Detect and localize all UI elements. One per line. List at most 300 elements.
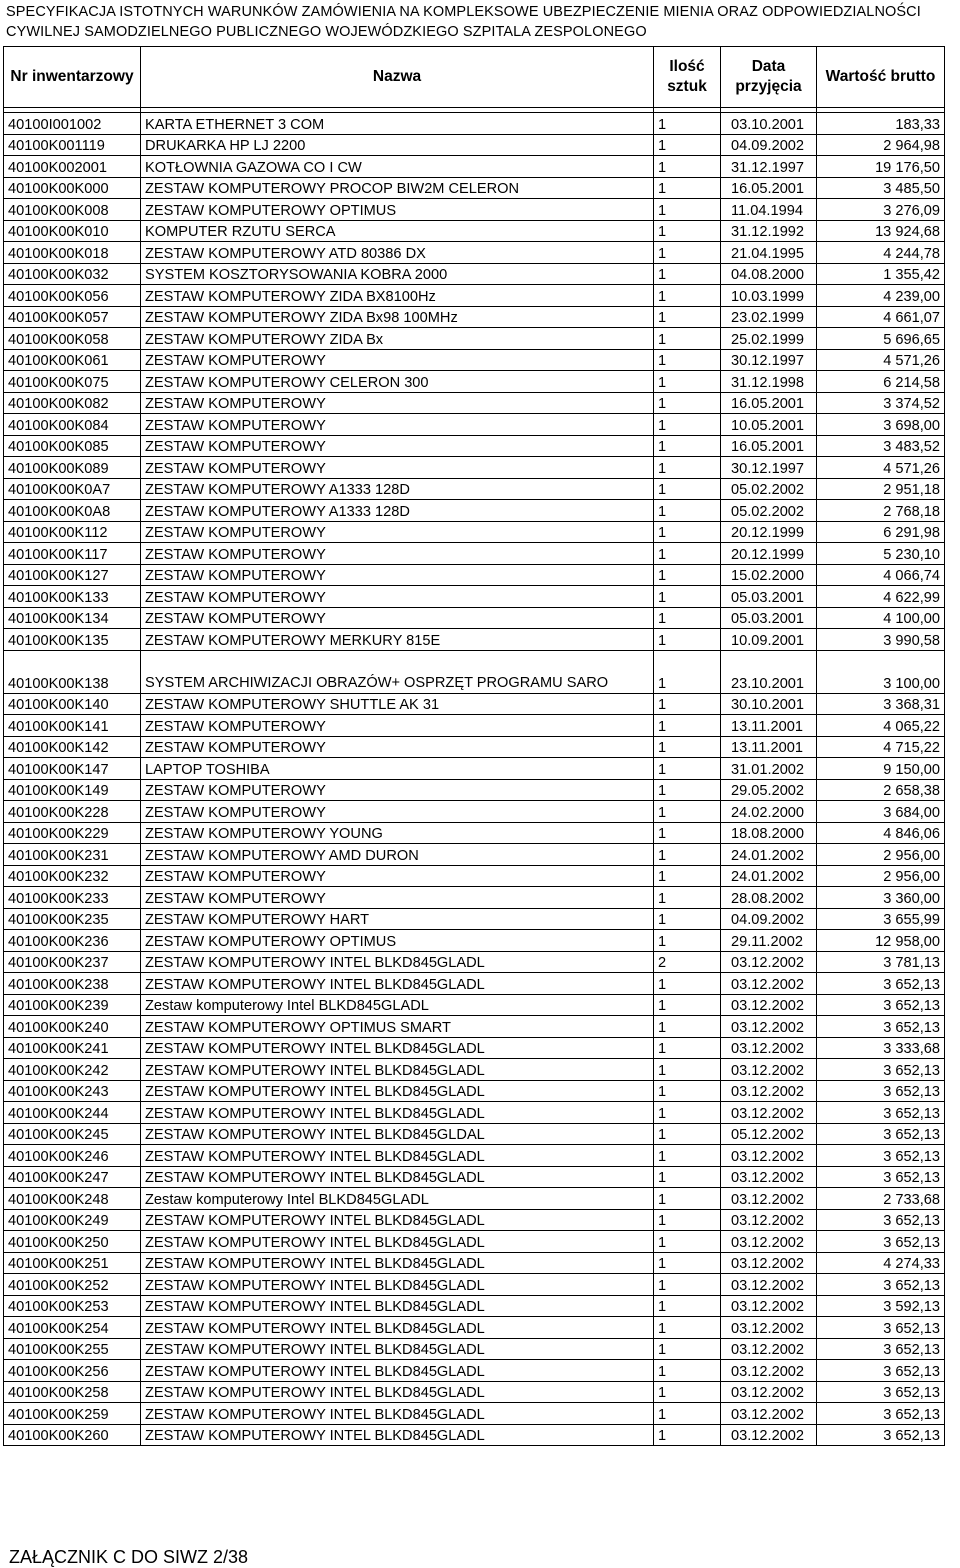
cell-gross-value: 2 956,00 — [817, 865, 945, 887]
cell-gross-value: 3 652,13 — [817, 1059, 945, 1081]
cell-inventory-number: 40100K00K228 — [4, 801, 141, 823]
cell-inventory-number: 40100K00K255 — [4, 1338, 141, 1360]
table-row — [4, 693, 945, 715]
cell-quantity: 1 — [654, 177, 721, 199]
table-row — [4, 500, 945, 522]
cell-quantity: 1 — [654, 1274, 721, 1296]
cell-quantity: 1 — [654, 1166, 721, 1188]
cell-date: 23.10.2001 — [721, 650, 817, 693]
cell-name: LAPTOP TOSHIBA — [141, 758, 654, 780]
cell-inventory-number: 40100K00K254 — [4, 1317, 141, 1339]
cell-name: ZESTAW KOMPUTEROWY INTEL BLKD845GLADL — [141, 1080, 654, 1102]
cell-name: ZESTAW KOMPUTEROWY INTEL BLKD845GLADL — [141, 1338, 654, 1360]
cell-gross-value: 2 658,38 — [817, 779, 945, 801]
cell-name: ZESTAW KOMPUTEROWY — [141, 865, 654, 887]
cell-name: ZESTAW KOMPUTEROWY INTEL BLKD845GLADL — [141, 1209, 654, 1231]
cell-inventory-number: 40100K00K127 — [4, 564, 141, 586]
cell-gross-value: 2 768,18 — [817, 500, 945, 522]
cell-name: ZESTAW KOMPUTEROWY INTEL BLKD845GLADL — [141, 1381, 654, 1403]
cell-inventory-number: 40100K00K089 — [4, 457, 141, 479]
cell-quantity: 1 — [654, 1123, 721, 1145]
cell-inventory-number: 40100K002001 — [4, 156, 141, 178]
table-row — [4, 887, 945, 909]
cell-gross-value: 6 214,58 — [817, 371, 945, 393]
cell-gross-value: 4 715,22 — [817, 736, 945, 758]
cell-gross-value: 3 483,52 — [817, 435, 945, 457]
cell-name: ZESTAW KOMPUTEROWY OPTIMUS SMART — [141, 1016, 654, 1038]
cell-inventory-number: 40100K00K229 — [4, 822, 141, 844]
cell-name: KOMPUTER RZUTU SERCA — [141, 220, 654, 242]
cell-inventory-number: 40100K00K135 — [4, 629, 141, 651]
cell-date: 10.03.1999 — [721, 285, 817, 307]
table-row — [4, 435, 945, 457]
cell-name: ZESTAW KOMPUTEROWY — [141, 607, 654, 629]
cell-quantity: 1 — [654, 134, 721, 156]
cell-name: ZESTAW KOMPUTEROWY INTEL BLKD845GLADL — [141, 1231, 654, 1253]
cell-inventory-number: 40100K00K141 — [4, 715, 141, 737]
cell-name: ZESTAW KOMPUTEROWY SHUTTLE AK 31 — [141, 693, 654, 715]
table-row — [4, 1059, 945, 1081]
cell-inventory-number: 40100K00K251 — [4, 1252, 141, 1274]
cell-gross-value: 3 592,13 — [817, 1295, 945, 1317]
cell-name: ZESTAW KOMPUTEROWY INTEL BLKD845GLADL — [141, 1102, 654, 1124]
col-header-date: Data przyjęcia — [721, 47, 817, 108]
footer-label: ZAŁĄCZNIK C DO SIWZ 2/38 — [9, 1547, 249, 1567]
cell-quantity: 1 — [654, 500, 721, 522]
table-row — [4, 242, 945, 264]
table-row — [4, 220, 945, 242]
cell-name: ZESTAW KOMPUTEROWY HART — [141, 908, 654, 930]
table-body — [4, 108, 945, 1446]
cell-inventory-number: 40100K00K000 — [4, 177, 141, 199]
cell-quantity: 1 — [654, 629, 721, 651]
cell-name: ZESTAW KOMPUTEROWY A1333 128D — [141, 478, 654, 500]
cell-quantity: 1 — [654, 1338, 721, 1360]
cell-inventory-number: 40100K00K061 — [4, 349, 141, 371]
cell-date: 03.12.2002 — [721, 1016, 817, 1038]
cell-date: 11.04.1994 — [721, 199, 817, 221]
cell-date: 03.12.2002 — [721, 1424, 817, 1446]
col-header-quantity: Ilość sztuk — [654, 47, 721, 108]
cell-gross-value: 4 661,07 — [817, 306, 945, 328]
cell-date: 05.02.2002 — [721, 500, 817, 522]
cell-date: 05.03.2001 — [721, 607, 817, 629]
cell-gross-value: 3 652,13 — [817, 1317, 945, 1339]
table-row — [4, 392, 945, 414]
cell-date: 03.12.2002 — [721, 1080, 817, 1102]
cell-date: 31.12.1998 — [721, 371, 817, 393]
cell-inventory-number: 40100K00K056 — [4, 285, 141, 307]
cell-date: 10.05.2001 — [721, 414, 817, 436]
table-row — [4, 930, 945, 952]
cell-quantity: 1 — [654, 521, 721, 543]
cell-gross-value: 2 956,00 — [817, 844, 945, 866]
cell-inventory-number: 40100K00K058 — [4, 328, 141, 350]
cell-inventory-number: 40100K00K018 — [4, 242, 141, 264]
cell-quantity: 1 — [654, 693, 721, 715]
cell-name: ZESTAW KOMPUTEROWY — [141, 435, 654, 457]
table-row — [4, 758, 945, 780]
table-row — [4, 1188, 945, 1210]
table-row — [4, 457, 945, 479]
table-row — [4, 715, 945, 737]
cell-quantity: 1 — [654, 1295, 721, 1317]
cell-quantity: 1 — [654, 1403, 721, 1425]
cell-gross-value: 4 274,33 — [817, 1252, 945, 1274]
table-row — [4, 177, 945, 199]
table-row — [4, 1166, 945, 1188]
cell-date: 03.12.2002 — [721, 1166, 817, 1188]
cell-inventory-number: 40100K00K0A8 — [4, 500, 141, 522]
cell-quantity: 1 — [654, 328, 721, 350]
cell-name: ZESTAW KOMPUTEROWY ZIDA Bx — [141, 328, 654, 350]
table-row — [4, 1252, 945, 1274]
cell-date: 03.12.2002 — [721, 1145, 817, 1167]
cell-date: 16.05.2001 — [721, 435, 817, 457]
cell-quantity: 1 — [654, 392, 721, 414]
cell-gross-value: 2 733,68 — [817, 1188, 945, 1210]
cell-date: 16.05.2001 — [721, 392, 817, 414]
cell-gross-value: 3 652,13 — [817, 1209, 945, 1231]
cell-quantity: 1 — [654, 1231, 721, 1253]
cell-gross-value: 3 374,52 — [817, 392, 945, 414]
table-row — [4, 1016, 945, 1038]
table-row — [4, 973, 945, 995]
header-line-2: CYWILNEJ SAMODZIELNEGO PUBLICZNEGO WOJEWÓDZKIEGO SZPITALA ZESPOLONEGO — [6, 24, 647, 40]
cell-quantity: 1 — [654, 1381, 721, 1403]
table-row — [4, 1231, 945, 1253]
cell-quantity: 1 — [654, 285, 721, 307]
cell-date: 03.12.2002 — [721, 973, 817, 995]
cell-name: ZESTAW KOMPUTEROWY INTEL BLKD845GLADL — [141, 1059, 654, 1081]
table-row — [4, 1037, 945, 1059]
table-row — [4, 113, 945, 135]
cell-quantity: 1 — [654, 1016, 721, 1038]
table-row — [4, 1123, 945, 1145]
cell-inventory-number: 40100K00K252 — [4, 1274, 141, 1296]
col-header-inventory-number: Nr inwentarzowy — [4, 47, 141, 108]
cell-name: ZESTAW KOMPUTEROWY INTEL BLKD845GLADL — [141, 1424, 654, 1446]
table-row — [4, 543, 945, 565]
document-header — [6, 2, 958, 42]
cell-gross-value: 4 571,26 — [817, 349, 945, 371]
cell-inventory-number: 40100K00K239 — [4, 994, 141, 1016]
cell-date: 15.02.2000 — [721, 564, 817, 586]
cell-quantity: 1 — [654, 1080, 721, 1102]
cell-gross-value: 2 951,18 — [817, 478, 945, 500]
cell-inventory-number: 40100K00K246 — [4, 1145, 141, 1167]
cell-name: ZESTAW KOMPUTEROWY YOUNG — [141, 822, 654, 844]
cell-inventory-number: 40100K00K0A7 — [4, 478, 141, 500]
cell-name: ZESTAW KOMPUTEROWY INTEL BLKD845GLDAL — [141, 1123, 654, 1145]
cell-name: ZESTAW KOMPUTEROWY MERKURY 815E — [141, 629, 654, 651]
cell-name: ZESTAW KOMPUTEROWY INTEL BLKD845GLADL — [141, 1252, 654, 1274]
cell-date: 05.12.2002 — [721, 1123, 817, 1145]
cell-inventory-number: 40100K00K250 — [4, 1231, 141, 1253]
cell-inventory-number: 40100K00K075 — [4, 371, 141, 393]
cell-inventory-number: 40100K00K260 — [4, 1424, 141, 1446]
cell-quantity: 1 — [654, 1188, 721, 1210]
cell-name: ZESTAW KOMPUTEROWY INTEL BLKD845GLADL — [141, 1166, 654, 1188]
cell-gross-value: 3 652,13 — [817, 1102, 945, 1124]
cell-date: 03.12.2002 — [721, 1360, 817, 1382]
table-row — [4, 199, 945, 221]
cell-quantity: 1 — [654, 349, 721, 371]
cell-inventory-number: 40100K00K117 — [4, 543, 141, 565]
cell-quantity: 1 — [654, 1037, 721, 1059]
cell-quantity: 1 — [654, 1360, 721, 1382]
cell-date: 16.05.2001 — [721, 177, 817, 199]
cell-date: 03.12.2002 — [721, 1102, 817, 1124]
cell-quantity: 1 — [654, 1252, 721, 1274]
cell-gross-value: 3 485,50 — [817, 177, 945, 199]
cell-gross-value: 4 239,00 — [817, 285, 945, 307]
cell-date: 20.12.1999 — [721, 543, 817, 565]
cell-quantity: 1 — [654, 113, 721, 135]
cell-date: 24.01.2002 — [721, 865, 817, 887]
cell-quantity: 1 — [654, 844, 721, 866]
cell-gross-value: 3 652,13 — [817, 1424, 945, 1446]
table-row — [4, 1102, 945, 1124]
cell-gross-value: 6 291,98 — [817, 521, 945, 543]
cell-quantity: 1 — [654, 715, 721, 737]
cell-gross-value: 3 990,58 — [817, 629, 945, 651]
cell-inventory-number: 40100K00K236 — [4, 930, 141, 952]
cell-date: 03.12.2002 — [721, 1037, 817, 1059]
cell-quantity: 1 — [654, 779, 721, 801]
cell-gross-value: 3 652,13 — [817, 1123, 945, 1145]
cell-date: 03.12.2002 — [721, 1295, 817, 1317]
cell-date: 03.12.2002 — [721, 1231, 817, 1253]
cell-inventory-number: 40100K00K147 — [4, 758, 141, 780]
cell-quantity: 1 — [654, 865, 721, 887]
cell-quantity: 1 — [654, 199, 721, 221]
cell-date: 05.03.2001 — [721, 586, 817, 608]
cell-date: 03.12.2002 — [721, 1338, 817, 1360]
cell-name: ZESTAW KOMPUTEROWY — [141, 887, 654, 909]
header-line-1: SPECYFIKACJA ISTOTNYCH WARUNKÓW ZAMÓWIENIA NA KOMPLEKSOWE UBEZPIECZENIE MIENIA ORAZ ODPOWIEDZIALNOŚCI — [6, 4, 921, 20]
cell-name: KOTŁOWNIA GAZOWA CO I CW — [141, 156, 654, 178]
cell-name: ZESTAW KOMPUTEROWY INTEL BLKD845GLADL — [141, 973, 654, 995]
cell-quantity: 1 — [654, 220, 721, 242]
cell-gross-value: 3 698,00 — [817, 414, 945, 436]
cell-gross-value: 5 696,65 — [817, 328, 945, 350]
cell-date: 29.05.2002 — [721, 779, 817, 801]
cell-inventory-number: 40100K00K231 — [4, 844, 141, 866]
cell-gross-value: 3 652,13 — [817, 1381, 945, 1403]
table-row — [4, 994, 945, 1016]
cell-quantity: 1 — [654, 306, 721, 328]
cell-date: 18.08.2000 — [721, 822, 817, 844]
cell-name: ZESTAW KOMPUTEROWY — [141, 414, 654, 436]
table-row — [4, 1080, 945, 1102]
cell-quantity: 1 — [654, 930, 721, 952]
cell-date: 03.12.2002 — [721, 1252, 817, 1274]
cell-gross-value: 2 964,98 — [817, 134, 945, 156]
cell-inventory-number: 40100K00K134 — [4, 607, 141, 629]
table-header-row — [4, 47, 945, 108]
cell-name: ZESTAW KOMPUTEROWY INTEL BLKD845GLADL — [141, 951, 654, 973]
cell-date: 04.09.2002 — [721, 134, 817, 156]
cell-inventory-number: 40100K00K237 — [4, 951, 141, 973]
cell-inventory-number: 40100K00K057 — [4, 306, 141, 328]
cell-date: 21.04.1995 — [721, 242, 817, 264]
cell-date: 04.08.2000 — [721, 263, 817, 285]
table-row — [4, 156, 945, 178]
table-row — [4, 865, 945, 887]
table-row — [4, 1317, 945, 1339]
cell-date: 30.10.2001 — [721, 693, 817, 715]
cell-name: ZESTAW KOMPUTEROWY CELERON 300 — [141, 371, 654, 393]
cell-quantity: 1 — [654, 994, 721, 1016]
cell-gross-value: 3 781,13 — [817, 951, 945, 973]
table-row — [4, 951, 945, 973]
cell-name: ZESTAW KOMPUTEROWY INTEL BLKD845GLADL — [141, 1037, 654, 1059]
cell-gross-value: 3 652,13 — [817, 1166, 945, 1188]
cell-gross-value: 4 622,99 — [817, 586, 945, 608]
cell-name: ZESTAW KOMPUTEROWY INTEL BLKD845GLADL — [141, 1274, 654, 1296]
cell-date: 04.09.2002 — [721, 908, 817, 930]
table-row — [4, 306, 945, 328]
table-row — [4, 1381, 945, 1403]
cell-inventory-number: 40100K00K138 — [4, 650, 141, 693]
cell-inventory-number: 40100I001002 — [4, 113, 141, 135]
cell-gross-value: 3 684,00 — [817, 801, 945, 823]
cell-date: 24.02.2000 — [721, 801, 817, 823]
cell-gross-value: 3 652,13 — [817, 994, 945, 1016]
cell-name: ZESTAW KOMPUTEROWY — [141, 736, 654, 758]
cell-name: Zestaw komputerowy Intel BLKD845GLADL — [141, 1188, 654, 1210]
cell-date: 25.02.1999 — [721, 328, 817, 350]
cell-gross-value: 3 652,13 — [817, 1145, 945, 1167]
cell-date: 03.12.2002 — [721, 994, 817, 1016]
cell-quantity: 1 — [654, 908, 721, 930]
cell-quantity: 1 — [654, 1424, 721, 1446]
cell-inventory-number: 40100K00K243 — [4, 1080, 141, 1102]
cell-name: ZESTAW KOMPUTEROWY — [141, 392, 654, 414]
cell-inventory-number: 40100K00K245 — [4, 1123, 141, 1145]
cell-name: ZESTAW KOMPUTEROWY PROCOP BIW2M CELERON — [141, 177, 654, 199]
cell-inventory-number: 40100K00K238 — [4, 973, 141, 995]
table-row — [4, 908, 945, 930]
cell-inventory-number: 40100K00K241 — [4, 1037, 141, 1059]
cell-inventory-number: 40100K00K259 — [4, 1403, 141, 1425]
table-row — [4, 521, 945, 543]
cell-inventory-number: 40100K00K242 — [4, 1059, 141, 1081]
cell-inventory-number: 40100K00K140 — [4, 693, 141, 715]
cell-inventory-number: 40100K00K244 — [4, 1102, 141, 1124]
cell-date: 30.12.1997 — [721, 457, 817, 479]
cell-date: 03.12.2002 — [721, 1317, 817, 1339]
cell-date: 03.12.2002 — [721, 1403, 817, 1425]
cell-quantity: 1 — [654, 478, 721, 500]
cell-date: 31.01.2002 — [721, 758, 817, 780]
cell-date: 29.11.2002 — [721, 930, 817, 952]
cell-quantity: 2 — [654, 951, 721, 973]
table-row — [4, 586, 945, 608]
cell-gross-value: 19 176,50 — [817, 156, 945, 178]
cell-name: KARTA ETHERNET 3 COM — [141, 113, 654, 135]
table-row — [4, 629, 945, 651]
cell-date: 05.02.2002 — [721, 478, 817, 500]
cell-gross-value: 12 958,00 — [817, 930, 945, 952]
table-row — [4, 779, 945, 801]
cell-name: ZESTAW KOMPUTEROWY — [141, 779, 654, 801]
cell-quantity: 1 — [654, 457, 721, 479]
cell-inventory-number: 40100K00K084 — [4, 414, 141, 436]
table-row — [4, 1360, 945, 1382]
cell-quantity: 1 — [654, 607, 721, 629]
cell-gross-value: 5 230,10 — [817, 543, 945, 565]
cell-gross-value: 3 652,13 — [817, 1403, 945, 1425]
cell-name: ZESTAW KOMPUTEROWY INTEL BLKD845GLADL — [141, 1145, 654, 1167]
cell-quantity: 1 — [654, 1059, 721, 1081]
cell-date: 23.02.1999 — [721, 306, 817, 328]
cell-quantity: 1 — [654, 263, 721, 285]
cell-quantity: 1 — [654, 1102, 721, 1124]
cell-name: ZESTAW KOMPUTEROWY — [141, 457, 654, 479]
table-row — [4, 1209, 945, 1231]
table-row — [4, 134, 945, 156]
inventory-table — [3, 46, 945, 1446]
cell-inventory-number: 40100K00K258 — [4, 1381, 141, 1403]
cell-date: 31.12.1992 — [721, 220, 817, 242]
cell-quantity: 1 — [654, 586, 721, 608]
table-row — [4, 736, 945, 758]
cell-quantity: 1 — [654, 822, 721, 844]
cell-quantity: 1 — [654, 414, 721, 436]
table-row — [4, 263, 945, 285]
cell-inventory-number: 40100K00K008 — [4, 199, 141, 221]
cell-gross-value: 3 655,99 — [817, 908, 945, 930]
cell-name: ZESTAW KOMPUTEROWY — [141, 543, 654, 565]
cell-name: SYSTEM ARCHIWIZACJI OBRAZÓW+ OSPRZĘT PROGRAMU SARO — [141, 650, 654, 693]
cell-name: ZESTAW KOMPUTEROWY INTEL BLKD845GLADL — [141, 1317, 654, 1339]
cell-inventory-number: 40100K00K248 — [4, 1188, 141, 1210]
cell-quantity: 1 — [654, 435, 721, 457]
table-row — [4, 607, 945, 629]
cell-gross-value: 3 360,00 — [817, 887, 945, 909]
cell-inventory-number: 40100K00K232 — [4, 865, 141, 887]
cell-quantity: 1 — [654, 1317, 721, 1339]
cell-gross-value: 183,33 — [817, 113, 945, 135]
cell-gross-value: 3 368,31 — [817, 693, 945, 715]
table-row — [4, 1295, 945, 1317]
cell-gross-value: 4 100,00 — [817, 607, 945, 629]
cell-gross-value: 4 846,06 — [817, 822, 945, 844]
cell-date: 03.12.2002 — [721, 1059, 817, 1081]
cell-date: 24.01.2002 — [721, 844, 817, 866]
cell-gross-value: 4 066,74 — [817, 564, 945, 586]
table-row — [4, 1274, 945, 1296]
cell-name: ZESTAW KOMPUTEROWY ZIDA Bx98 100MHz — [141, 306, 654, 328]
cell-gross-value: 4 244,78 — [817, 242, 945, 264]
cell-inventory-number: 40100K00K149 — [4, 779, 141, 801]
cell-quantity: 1 — [654, 801, 721, 823]
cell-date: 13.11.2001 — [721, 736, 817, 758]
cell-date: 13.11.2001 — [721, 715, 817, 737]
cell-name: ZESTAW KOMPUTEROWY — [141, 801, 654, 823]
cell-name: ZESTAW KOMPUTEROWY OPTIMUS — [141, 199, 654, 221]
cell-name: ZESTAW KOMPUTEROWY — [141, 521, 654, 543]
cell-name: ZESTAW KOMPUTEROWY INTEL BLKD845GLADL — [141, 1403, 654, 1425]
table-row — [4, 371, 945, 393]
cell-gross-value: 3 652,13 — [817, 1274, 945, 1296]
cell-gross-value: 3 652,13 — [817, 1338, 945, 1360]
cell-inventory-number: 40100K00K085 — [4, 435, 141, 457]
cell-inventory-number: 40100K00K133 — [4, 586, 141, 608]
table-row — [4, 478, 945, 500]
